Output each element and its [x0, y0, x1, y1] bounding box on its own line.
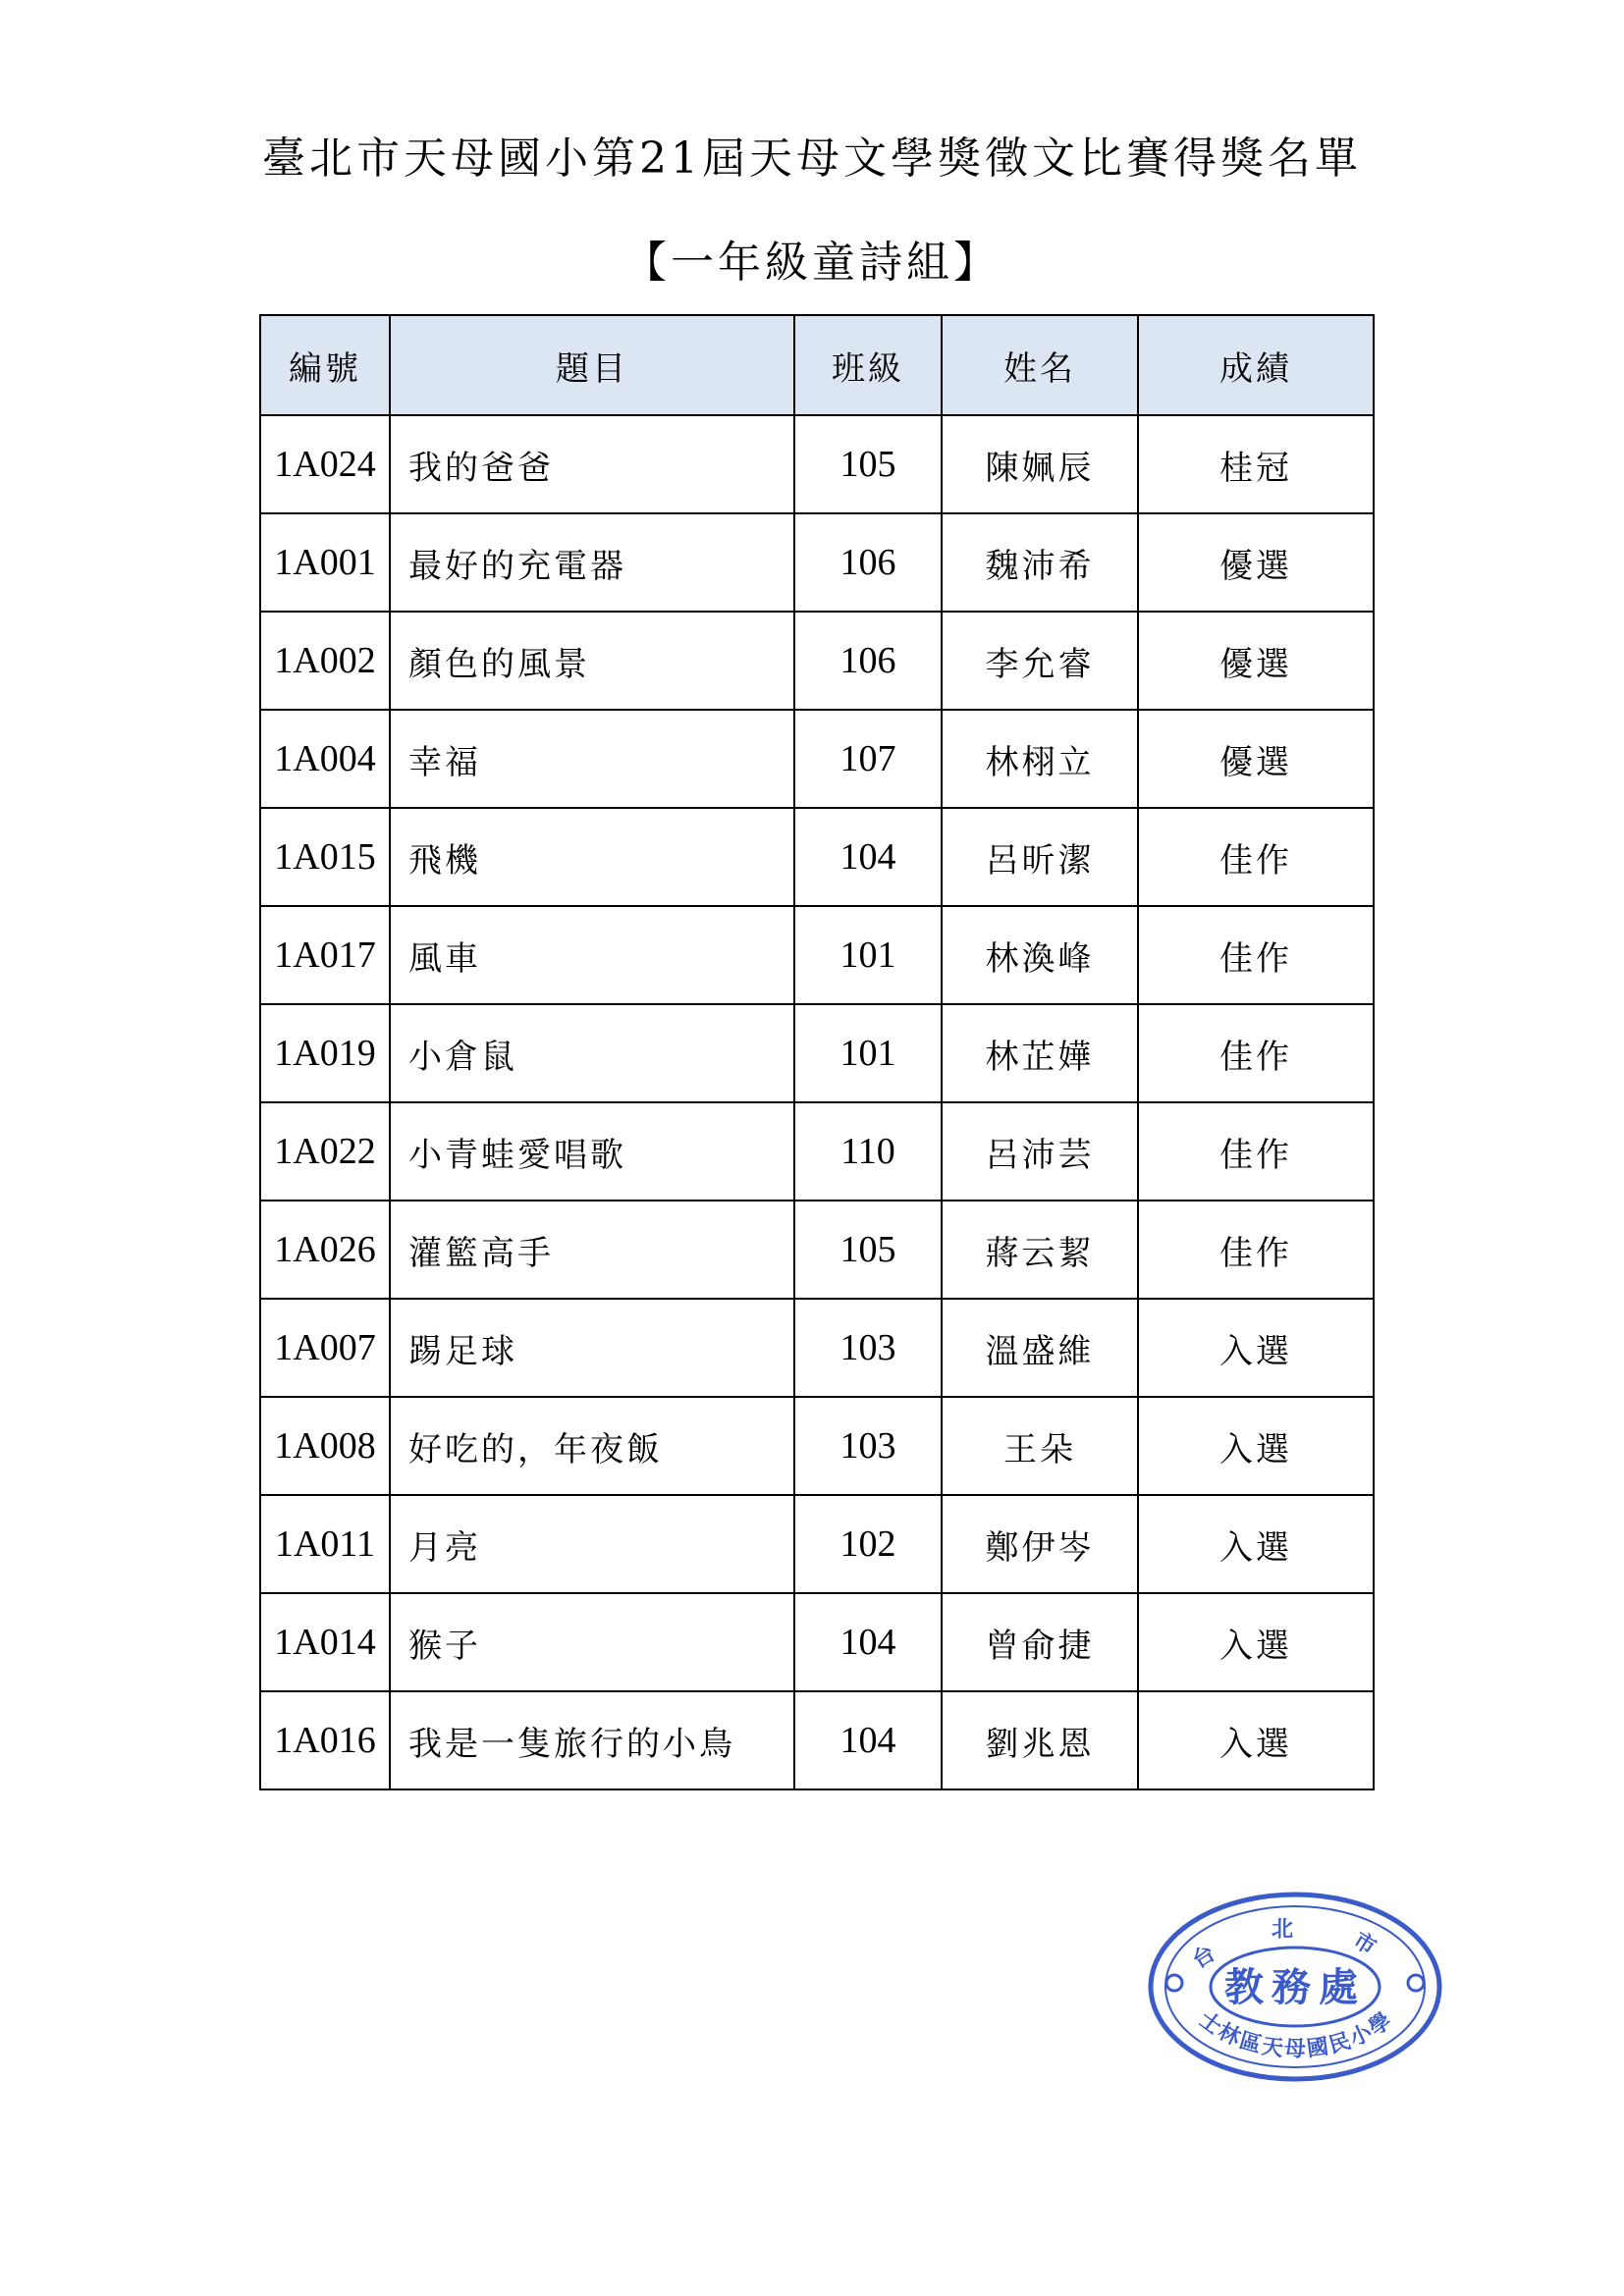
- cell-title: 踢足球: [390, 1299, 794, 1397]
- cell-title: 灌籃高手: [390, 1201, 794, 1299]
- awards-table: [259, 314, 1375, 1790]
- cell-class: 106: [794, 513, 942, 612]
- table-row: [260, 612, 1374, 710]
- cell-title: 風車: [390, 906, 794, 1004]
- cell-result: 入選: [1138, 1397, 1374, 1495]
- cell-name: 林渙峰: [942, 906, 1138, 1004]
- cell-class: 110: [794, 1102, 942, 1201]
- cell-class: 106: [794, 612, 942, 710]
- cell-result: 佳作: [1138, 1102, 1374, 1201]
- table-row: [260, 808, 1374, 906]
- cell-result: 入選: [1138, 1495, 1374, 1593]
- cell-name: 蔣云絜: [942, 1201, 1138, 1299]
- table-row: [260, 415, 1374, 513]
- header-title: 題目: [390, 315, 794, 415]
- header-name: 姓名: [942, 315, 1138, 415]
- page-subtitle: 【一年級童詩組】: [623, 238, 1001, 288]
- cell-name: 曾俞捷: [942, 1593, 1138, 1691]
- table-row: [260, 906, 1374, 1004]
- cell-id: 1A024: [260, 415, 390, 513]
- cell-result: 入選: [1138, 1299, 1374, 1397]
- cell-id: 1A015: [260, 808, 390, 906]
- cell-result: 桂冠: [1138, 415, 1374, 513]
- cell-id: 1A008: [260, 1397, 390, 1495]
- cell-result: 佳作: [1138, 808, 1374, 906]
- cell-name: 林芷嬅: [942, 1004, 1138, 1102]
- table-row: [260, 1299, 1374, 1397]
- table-header-row: [260, 315, 1374, 415]
- table-row: [260, 710, 1374, 808]
- header-result: 成績: [1138, 315, 1374, 415]
- cell-title: 好吃的，年夜飯: [390, 1397, 794, 1495]
- cell-title: 小青蛙愛唱歌: [390, 1102, 794, 1201]
- cell-result: 入選: [1138, 1593, 1374, 1691]
- cell-name: 鄭伊岑: [942, 1495, 1138, 1593]
- cell-name: 魏沛希: [942, 513, 1138, 612]
- seal-bottom-text: 士林區天母國民小學: [1194, 2006, 1398, 2062]
- table-row: [260, 1495, 1374, 1593]
- header-id: 編號: [260, 315, 390, 415]
- cell-title: 幸福: [390, 710, 794, 808]
- cell-result: 佳作: [1138, 906, 1374, 1004]
- cell-id: 1A001: [260, 513, 390, 612]
- cell-id: 1A016: [260, 1691, 390, 1789]
- cell-class: 105: [794, 415, 942, 513]
- cell-class: 104: [794, 808, 942, 906]
- table-row: [260, 513, 1374, 612]
- cell-id: 1A014: [260, 1593, 390, 1691]
- cell-name: 陳姵辰: [942, 415, 1138, 513]
- cell-class: 101: [794, 906, 942, 1004]
- header-class: 班級: [794, 315, 942, 415]
- cell-title: 猴子: [390, 1593, 794, 1691]
- cell-name: 呂昕潔: [942, 808, 1138, 906]
- table-row: [260, 1201, 1374, 1299]
- cell-id: 1A017: [260, 906, 390, 1004]
- cell-result: 優選: [1138, 513, 1374, 612]
- cell-id: 1A011: [260, 1495, 390, 1593]
- cell-id: 1A019: [260, 1004, 390, 1102]
- cell-name: 王朵: [942, 1397, 1138, 1495]
- seal-flower-right-icon: [1408, 1975, 1424, 1991]
- seal-flower-left-icon: [1166, 1975, 1182, 1991]
- cell-result: 優選: [1138, 710, 1374, 808]
- cell-name: 呂沛芸: [942, 1102, 1138, 1201]
- cell-title: 顏色的風景: [390, 612, 794, 710]
- cell-class: 104: [794, 1691, 942, 1789]
- seal-top-text: 台 北 市: [1187, 1916, 1403, 1974]
- cell-name: 李允睿: [942, 612, 1138, 710]
- table-row: [260, 1102, 1374, 1201]
- cell-class: 101: [794, 1004, 942, 1102]
- cell-class: 104: [794, 1593, 942, 1691]
- cell-class: 105: [794, 1201, 942, 1299]
- cell-title: 最好的充電器: [390, 513, 794, 612]
- cell-id: 1A002: [260, 612, 390, 710]
- cell-result: 優選: [1138, 612, 1374, 710]
- cell-title: 我的爸爸: [390, 415, 794, 513]
- cell-name: 林栩立: [942, 710, 1138, 808]
- table-row: [260, 1593, 1374, 1691]
- cell-name: 溫盛維: [942, 1299, 1138, 1397]
- table-row: [260, 1004, 1374, 1102]
- cell-class: 103: [794, 1299, 942, 1397]
- cell-class: 102: [794, 1495, 942, 1593]
- cell-title: 月亮: [390, 1495, 794, 1593]
- cell-result: 入選: [1138, 1691, 1374, 1789]
- page-title: 臺北市天母國小第21屆天母文學獎徵文比賽得獎名單: [262, 133, 1362, 184]
- table-row: [260, 1397, 1374, 1495]
- cell-id: 1A026: [260, 1201, 390, 1299]
- cell-title: 小倉鼠: [390, 1004, 794, 1102]
- cell-result: 佳作: [1138, 1201, 1374, 1299]
- cell-id: 1A007: [260, 1299, 390, 1397]
- seal-center-text: 教務處: [1224, 1964, 1366, 2010]
- cell-title: 我是一隻旅行的小鳥: [390, 1691, 794, 1789]
- cell-title: 飛機: [390, 808, 794, 906]
- cell-result: 佳作: [1138, 1004, 1374, 1102]
- cell-id: 1A004: [260, 710, 390, 808]
- cell-id: 1A022: [260, 1102, 390, 1201]
- table-row: [260, 1691, 1374, 1789]
- office-seal-stamp: [1143, 1889, 1447, 2085]
- cell-name: 劉兆恩: [942, 1691, 1138, 1789]
- cell-class: 103: [794, 1397, 942, 1495]
- cell-class: 107: [794, 710, 942, 808]
